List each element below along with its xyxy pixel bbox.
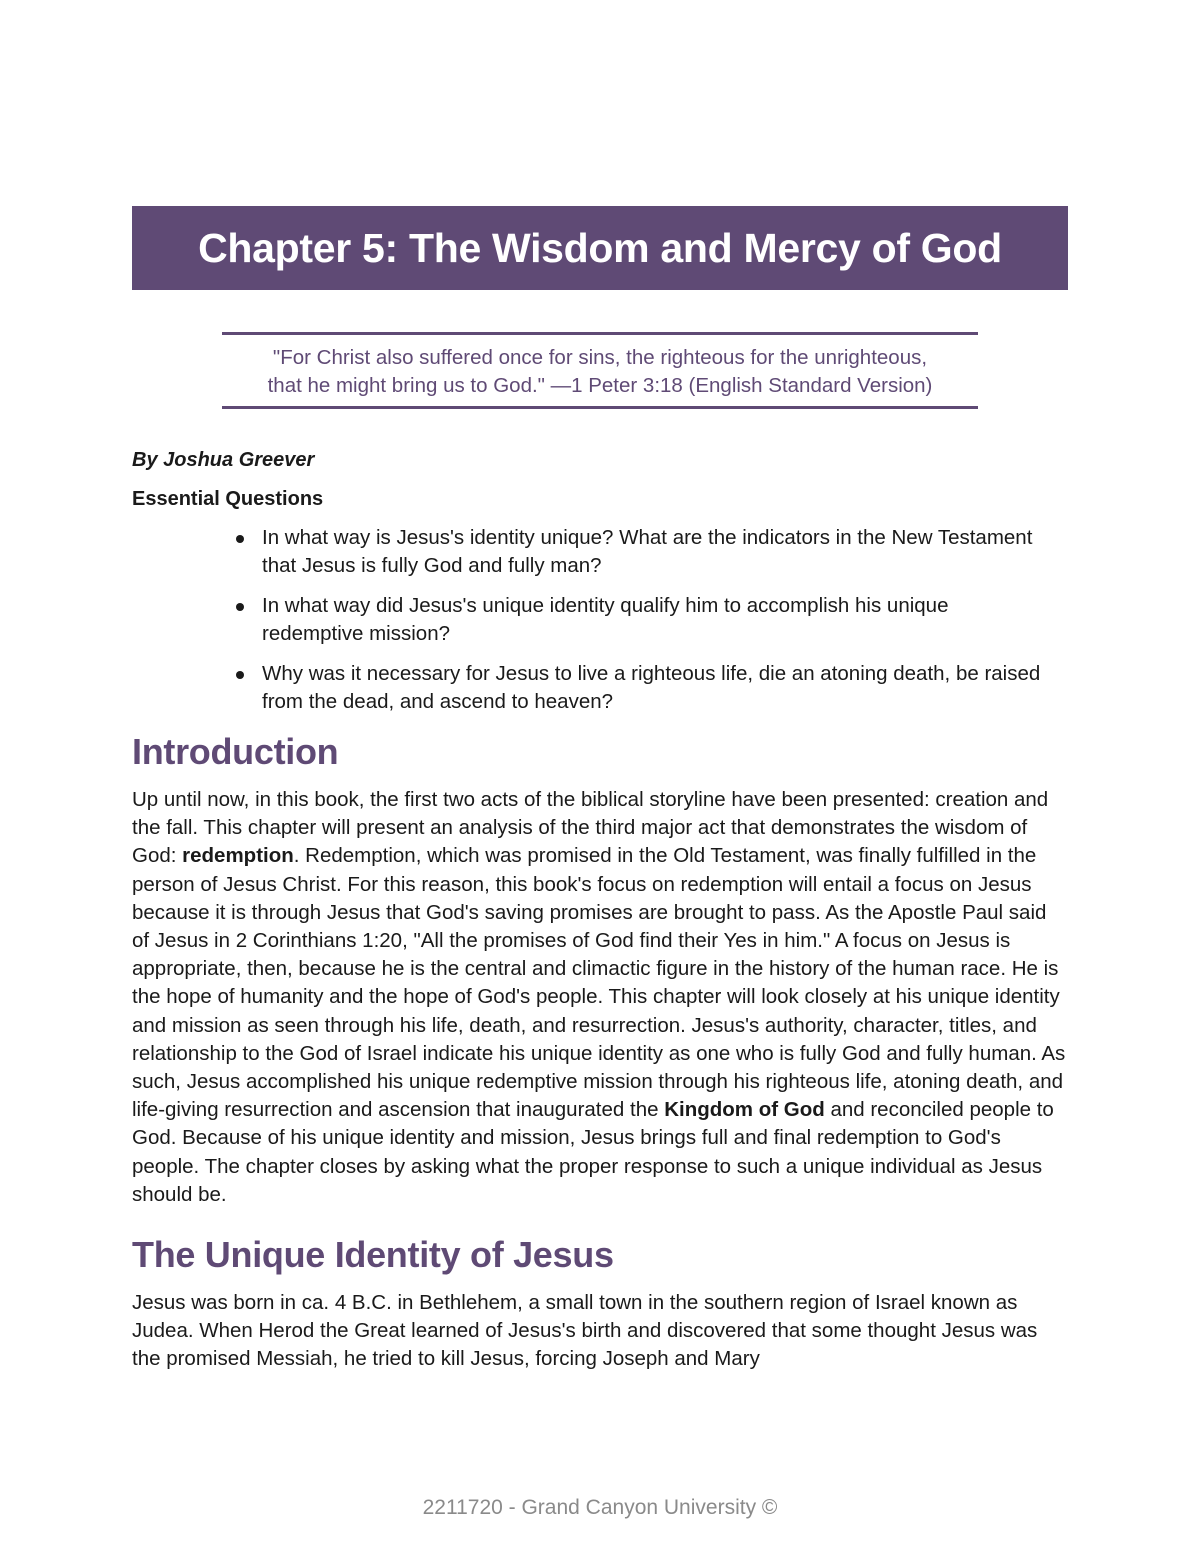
- chapter-banner: [132, 206, 1068, 290]
- unique-identity-heading: The Unique Identity of Jesus: [132, 1234, 614, 1276]
- chapter-title: Chapter 5: The Wisdom and Mercy of God: [198, 224, 1002, 271]
- intro-text-part-2: . Redemption, which was promised in the Old Testament, was finally fulfilled in the person of Jesus Christ. For this reason, this book's focus on redemption will entail a focus on Jesus because it is through Jesus that God's saving promises are brought to pass. As the Apostle Paul said of Jesus in 2 Corinthians 1:20, "All the promises of God find their Yes in him." A focus on Jesus is appropriate, then, because he is the central and climactic figure in the history of the human race. He is the hope of humanity and the hope of God's people. This chapter will look closely at his unique identity and mission as seen through his life, death, and resurrection. Jesus's authority, character, titles, and relationship to the God of Israel indicate his unique identity as one who is fully God and fully human. As such, Jesus accomplished his unique redemptive mission through his righteous life, atoning death, and life-giving resurrection and ascension that inaugurated the: [132, 844, 1066, 1122]
- essential-questions-heading: Essential Questions: [132, 488, 324, 510]
- question-item: [262, 660, 1068, 716]
- intro-text-part-3: and reconciled people to God. Because of his unique identity and mission, Jesus brings full and final redemption to God's people. The chapter closes by asking what the proper response to such a unique individual as Jesus should be.: [132, 1098, 1054, 1206]
- bullet-icon: [236, 603, 244, 611]
- introduction-paragraph: [132, 786, 1068, 1209]
- term-redemption: redemption: [182, 844, 294, 868]
- question-item: [262, 592, 1068, 648]
- intro-text-part-1: Up until now, in this book, the first two acts of the biblical storyline have been presented: creation and the fall. This chapter will present an analysis of the third major act that demonstrates the wisdom of God:: [132, 788, 1049, 868]
- epigraph-line-2: that he might bring us to God." —1 Peter 3:18 (English Standard Version): [267, 374, 933, 397]
- question-item: [262, 524, 1068, 580]
- introduction-heading: Introduction: [132, 731, 339, 772]
- bullet-icon: [236, 671, 244, 679]
- essential-questions-list: [132, 524, 1068, 716]
- question-text: Why was it necessary for Jesus to live a righteous life, die an atoning death, be raised from the dead, and ascend to heaven?: [262, 662, 1041, 713]
- question-text: In what way did Jesus's unique identity qualify him to accomplish his unique redemptive mission?: [262, 594, 949, 645]
- epigraph-line-1: "For Christ also suffered once for sins, the righteous for the unrighteous,: [272, 346, 928, 369]
- document-page: [132, 206, 1068, 1374]
- bullet-icon: [236, 535, 244, 543]
- page-footer: 2211720 - Grand Canyon University ©: [422, 1496, 778, 1519]
- question-text: In what way is Jesus's identity unique? What are the indicators in the New Testament that Jesus is fully God and fully man?: [262, 526, 1033, 577]
- epigraph-quote: [222, 332, 978, 409]
- unique-identity-paragraph: Jesus was born in ca. 4 B.C. in Bethlehem, a small town in the southern region of Israel known as Judea. When Herod the Great learned of Jesus's birth and discovered that some thought Jesus was the promised Messiah, he tried to kill Jesus, forcing Joseph and Mary: [132, 1291, 1038, 1371]
- term-kingdom-of-god: Kingdom of God: [664, 1098, 825, 1122]
- author-byline: By Joshua Greever: [132, 449, 315, 471]
